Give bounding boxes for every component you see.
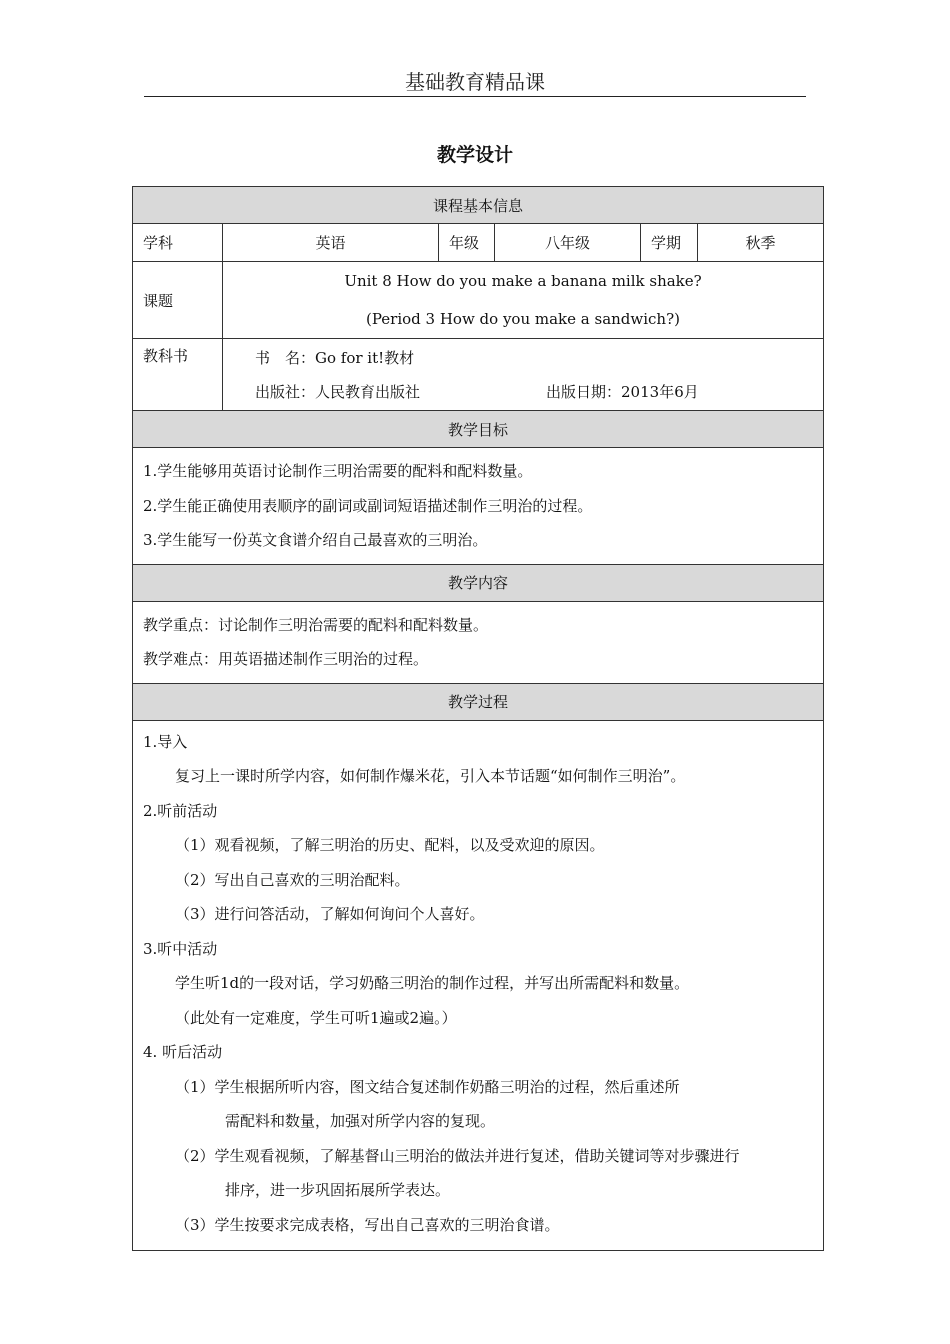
goal-item: 2.学生能正确使用表顺序的副词或副词短语描述制作三明治的过程。 [143, 496, 593, 515]
process-text: （1）观看视频，了解三明治的历史、配料，以及受欢迎的原因。 [175, 836, 605, 854]
process-text: （3）学生按要求完成表格，写出自己喜欢的三明治食谱。 [175, 1215, 560, 1234]
grade-value: 八年级 [495, 224, 641, 262]
section-content: 教学内容 [133, 564, 824, 601]
process-text: （2）学生观看视频，了解基督山三明治的做法并进行复述，借助关键词等对步骤进行 [175, 1146, 740, 1165]
goal-item: 1.学生能够用英语讨论制作三明治需要的配料和配料数量。 [143, 462, 533, 480]
process-step-heading: 4. 听后活动 [143, 1043, 223, 1061]
textbook-label: 教科书 [133, 339, 223, 411]
topic-label: 课题 [133, 262, 223, 339]
book-name: 书 名：Go for it!教材 [255, 348, 415, 367]
process-text: 需配料和数量，加强对所学内容的复现。 [225, 1112, 496, 1130]
publish-date: 出版日期：2013年6月 [546, 382, 699, 401]
section-goals: 教学目标 [133, 411, 824, 448]
content-list [133, 601, 824, 683]
section-process: 教学过程 [133, 683, 824, 720]
process-text: （3）进行问答活动，了解如何询问个人喜好。 [175, 905, 485, 923]
difficult-point: 教学难点：用英语描述制作三明治的过程。 [143, 650, 429, 668]
term-value: 秋季 [698, 224, 824, 262]
page-title: 教学设计 [436, 144, 513, 166]
topic-line-1: Unit 8 How do you make a banana milk shake? [344, 272, 702, 290]
process-text: 排序，进一步巩固拓展所学表达。 [225, 1181, 451, 1199]
topic-line-2: (Period 3 How do you make a sandwich?) [366, 310, 680, 328]
process-text: （2）写出自己喜欢的三明治配料。 [175, 870, 410, 889]
grade-label: 年级 [439, 224, 495, 262]
lesson-design-table [132, 186, 824, 1251]
process-text: （此处有一定难度，学生可听1遍或2遍。） [175, 1008, 457, 1027]
process-text: （1）学生根据所听内容，图文结合复述制作奶酪三明治的过程，然后重述所 [175, 1077, 680, 1096]
process-step-heading: 1.导入 [143, 732, 188, 751]
page-header: 基础教育精品课 [144, 68, 806, 97]
process-step-heading: 2.听前活动 [143, 801, 218, 820]
process-text: 复习上一课时所学内容，如何制作爆米花，引入本节话题“如何制作三明治”。 [175, 767, 686, 785]
key-point: 教学重点：讨论制作三明治需要的配料和配料数量。 [143, 615, 489, 634]
subject-label: 学科 [133, 224, 223, 262]
topic-value [223, 262, 824, 339]
subject-value: 英语 [223, 224, 439, 262]
goal-item: 3.学生能写一份英文食谱介绍自己最喜欢的三明治。 [143, 531, 488, 549]
process-list [133, 720, 824, 1251]
term-label: 学期 [641, 224, 698, 262]
textbook-info [223, 339, 824, 411]
section-basic-info: 课程基本信息 [133, 187, 824, 224]
process-step-heading: 3.听中活动 [143, 939, 218, 958]
process-text: 学生听1d的一段对话，学习奶酪三明治的制作过程，并写出所需配料和数量。 [175, 974, 690, 992]
goals-list [133, 448, 824, 565]
publisher: 出版社：人民教育出版社 [255, 382, 421, 401]
